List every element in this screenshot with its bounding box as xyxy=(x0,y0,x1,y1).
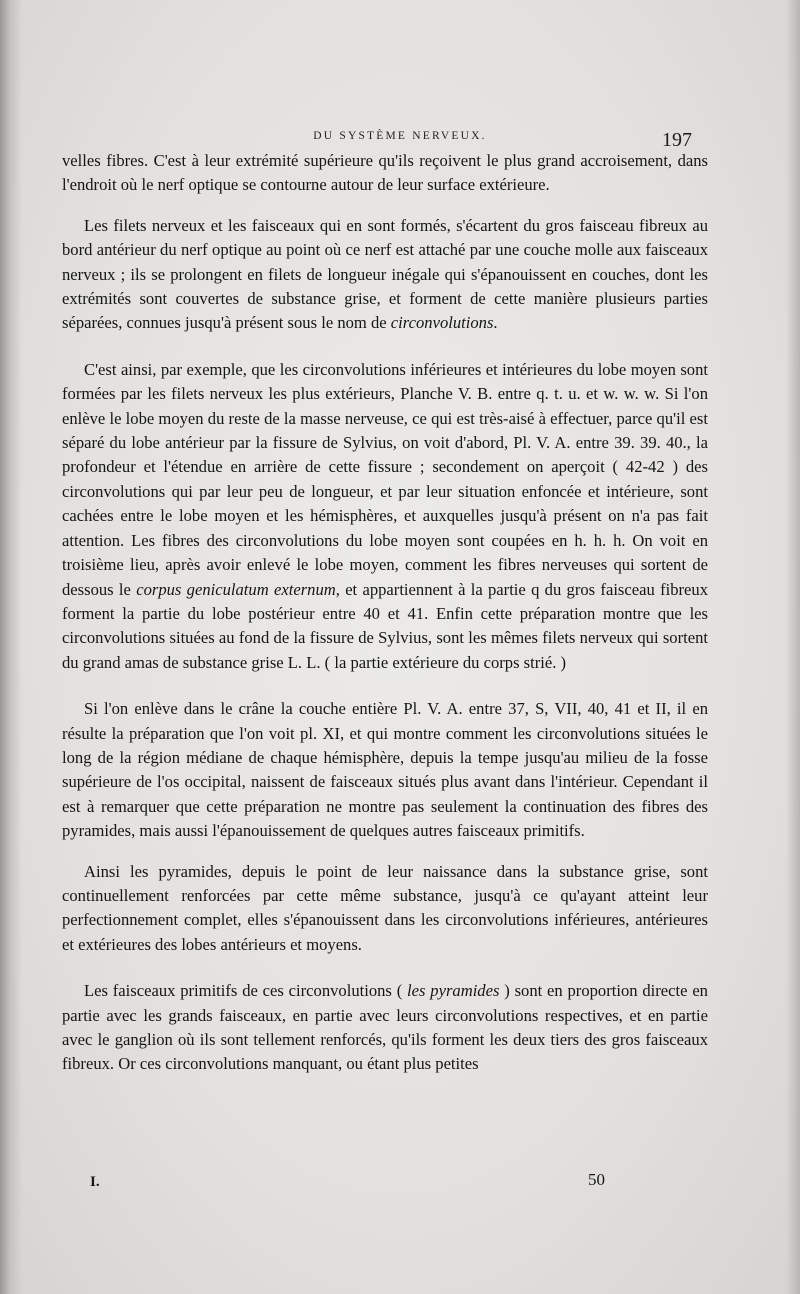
paragraph-3-text: C'est ainsi, par exemple, que les circonvolutions inférieures et intérieures du lobe moyen sont formées par les filets nerveux les plus extérieurs, Planche V. B. entre q. t. u. et w. w. w. Si l'on enlève le lobe moyen du reste de la masse nerveuse, ce qui est très-aisé à effectuer, parce qu'il est séparé du lobe antérieur par la fissure de Sylvius, on voit d'abord, Pl. V. A. entre 39. 39. 40., la profondeur et l'étendue en arrière de cette fissure ; secondement on aperçoit ( 42-42 ) des circonvolutions qui par leur peu de longueur, et par leur situation enfoncée et intérieure, sont cachées entre le lobe moyen et les hémisphères, et auxquelles jusqu'à présent on n'a pas fait attention. Les fibres des circonvolutions du lobe moyen sont coupées en h. h. h. On voit en troisième lieu, après avoir enlevé le lobe moyen, comment les fibres nerveuses qui sortent de dessous le xyxy=(62,359,708,599)
paragraph-5-text: Ainsi les pyramides, depuis le point de leur naissance dans la substance grise, sont continuellement renforcées par cette même substance, jusqu'à ce qu'ayant atteint leur perfectionnement complet, elles s'épanouissent dans les circonvolutions inférieures, antérieures et extérieures des lobes antérieurs et moyens. xyxy=(62,861,708,954)
paragraph-4-text: Si l'on enlève dans le crâne la couche entière Pl. V. A. entre 37, S, VII, 40, 41 et II, il en résulte la préparation que l'on voit pl. XI, et qui montre comment les circonvolutions situées le long de la région médiane de chaque hémisphère, depuis la tempe jusqu'au milieu de la fosse supérieure de l'os occipital, naissent de faisceaux situés plus avant dans l'intérieur. Cependant il est à remarquer que cette préparation ne montre pas seulement la continuation des fibres des pyramides, mais aussi l'épanouissement de quelques autres faisceaux primitifs. xyxy=(62,699,708,841)
paragraph-6-end: ) sont en proportion directe en partie avec les grands faisceaux, en partie avec leurs circonvolutions respectives, et en partie avec le ganglion où ils sont tellement renforcés, qu'ils forment les deux tiers des gros faisceaux fibreux. Or ces circonvolutions manquant, ou étant plus petites xyxy=(62,981,708,1074)
sheet-number: 50 xyxy=(588,1170,605,1189)
paragraph-4 xyxy=(62,697,708,843)
paragraph-5 xyxy=(62,860,708,958)
paragraph-2-end: . xyxy=(493,313,498,333)
running-head: DU SYSTÈME NERVEUX. xyxy=(313,130,487,142)
paragraph-3-italic-term: corpus geniculatum externum xyxy=(136,579,336,599)
paragraph-2 xyxy=(62,214,708,336)
body-text xyxy=(62,149,708,1077)
signature-mark: I. xyxy=(90,1174,100,1190)
paragraph-1 xyxy=(62,149,708,198)
paragraph-6-italic-term: les pyramides xyxy=(407,981,500,1001)
paragraph-2-text: Les filets nerveux et les faisceaux qui en sont formés, s'écartent du gros faisceau fibreux au bord antérieur du nerf optique au point où ce nerf est attaché par une couche molle aux faisceaux nerveux ; ils se prolongent en filets de longueur inégale qui s'épanouissent en couches, dont les extrémités sont couvertes de substance grise, et forment de cette manière plusieurs parties séparées, connues jusqu'à présent sous le nom de xyxy=(62,215,708,333)
page-left-edge-shadow xyxy=(0,0,22,1294)
paragraph-3 xyxy=(62,358,708,675)
paragraph-6 xyxy=(62,979,708,1077)
paragraph-6-text: Les faisceaux primitifs de ces circonvolutions ( xyxy=(84,981,408,1001)
page-number: 197 xyxy=(662,129,692,151)
paragraph-1-text: velles fibres. C'est à leur extrémité supérieure qu'ils reçoivent le plus grand accroisement, dans l'endroit où le nerf optique se contourne autour de leur surface extérieure. xyxy=(62,151,708,195)
page-footer xyxy=(0,1170,800,1194)
page-right-edge-shadow xyxy=(786,0,800,1294)
paragraph-2-italic-term: circonvolutions xyxy=(390,313,494,333)
paragraph-3-end: , et appartiennent à la partie q du gros faisceau fibreux forment la partie du lobe postérieur entre 40 et 41. Enfin cette préparation montre que les circonvolutions situées au fond de la fissure de Sylvius, sont les mêmes filets nerveux qui sortent du grand amas de substance grise L. L. ( la partie extérieure du corps strié. ) xyxy=(62,579,708,672)
